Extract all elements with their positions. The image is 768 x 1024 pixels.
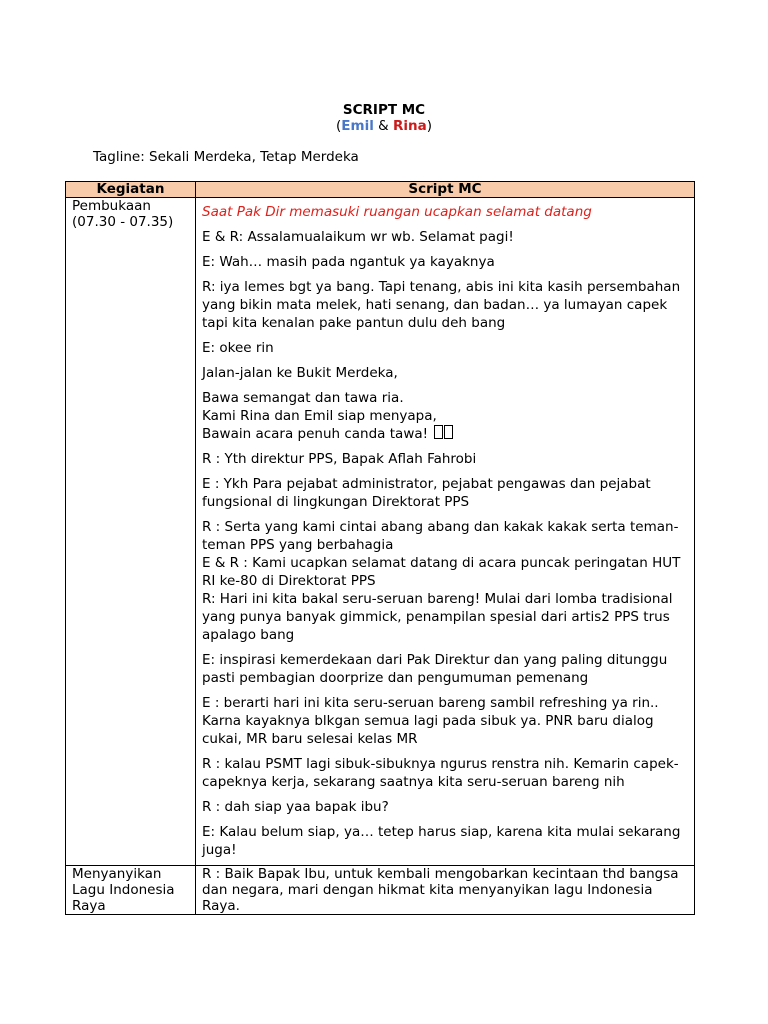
activity-cell xyxy=(66,866,196,915)
column-header-script: Script MC xyxy=(196,182,695,198)
pantun-line-text: Bawain acara penuh canda tawa! xyxy=(202,426,433,442)
ampersand: & xyxy=(373,118,393,134)
tagline: Tagline: Sekali Merdeka, Tetap Merdeka xyxy=(93,149,359,165)
pantun-line: Bawa semangat dan tawa ria. xyxy=(202,390,404,406)
pantun-line xyxy=(202,425,688,443)
table-row xyxy=(66,866,695,915)
stage-direction: Saat Pak Dir memasuki ruangan ucapkan selamat datang xyxy=(202,204,592,220)
close-paren: ) xyxy=(426,118,432,134)
script-line: E: Kalau belum siap, ya… tetep harus siap, karena kita mulai sekarang juga! xyxy=(202,824,681,858)
script-line: R : Baik Bapak Ibu, untuk kembali mengobarkan kecintaan thd bangsa dan negara, mari dengan hikmat kita menyanyikan lagu Indonesia Raya. xyxy=(202,866,679,914)
pantun-line: Jalan-jalan ke Bukit Merdeka, xyxy=(202,365,398,381)
activity-cell xyxy=(66,198,196,866)
script-cell xyxy=(196,198,695,866)
script-line: E & R : Kami ucapkan selamat datang di acara puncak peringatan HUT RI ke-80 di Direktorat PPS xyxy=(202,555,681,589)
script-line: R: Hari ini kita bakal seru-seruan bareng! Mulai dari lomba tradisional yang punya banyak gimmick, penampilan spesial dari artis2 PPS trus apalago bang xyxy=(202,591,673,643)
script-line: E : Ykh Para pejabat administrator, pejabat pengawas dan pejabat fungsional di lingkungan Direktorat PPS xyxy=(202,476,651,510)
script-table xyxy=(65,181,695,915)
document-title: SCRIPT MC xyxy=(342,102,426,118)
column-header-kegiatan: Kegiatan xyxy=(66,182,196,198)
table-row xyxy=(66,198,695,866)
script-line: E: inspirasi kemerdekaan dari Pak Direktur dan yang paling ditunggu pasti pembagian doorprize dan pengumuman pemenang xyxy=(202,652,668,686)
script-line: R : kalau PSMT lagi sibuk-sibuknya ngurus renstra nih. Kemarin capek-capeknya kerja, sekarang saatnya kita seru-seruan bareng nih xyxy=(202,756,679,790)
script-line: E: okee rin xyxy=(202,340,274,356)
mc-names xyxy=(0,117,768,135)
mc-name-rina: Rina xyxy=(392,118,427,134)
script-line: R : Yth direktur PPS, Bapak Aflah Fahrobi xyxy=(202,451,477,467)
mc-name-emil: Emil xyxy=(341,118,374,134)
activity-label: Raya xyxy=(72,898,106,914)
activity-label: Pembukaan xyxy=(72,198,151,214)
activity-label: Menyanyikan xyxy=(72,866,162,882)
pantun-line: Kami Rina dan Emil siap menyapa, xyxy=(202,408,437,424)
script-line: E: Wah… masih pada ngantuk ya kayaknya xyxy=(202,254,495,270)
emoji-placeholder-icon xyxy=(434,425,443,439)
table-header-row xyxy=(66,182,695,198)
script-line: R : Serta yang kami cintai abang abang dan kakak kakak serta teman-teman PPS yang berbahagia xyxy=(202,519,679,553)
emoji-placeholder-icon xyxy=(444,425,453,439)
activity-time: (07.30 - 07.35) xyxy=(72,214,174,230)
script-line: R : dah siap yaa bapak ibu? xyxy=(202,799,389,815)
open-paren: ( xyxy=(336,118,342,134)
script-line: E & R: Assalamualaikum wr wb. Selamat pagi! xyxy=(202,229,514,245)
script-line: R: iya lemes bgt ya bang. Tapi tenang, abis ini kita kasih persembahan yang bikin mata melek, hati senang, dan badan… ya lumayan capek tapi kita kenalan pake pantun dulu deh bang xyxy=(202,279,681,331)
script-cell xyxy=(196,866,695,915)
activity-label: Lagu Indonesia xyxy=(72,882,175,898)
script-line: E : berarti hari ini kita seru-seruan bareng sambil refreshing ya rin.. Karna kayaknya blkgan semua lagi pada sibuk ya. PNR baru dialog cukai, MR baru selesai kelas MR xyxy=(202,695,659,747)
